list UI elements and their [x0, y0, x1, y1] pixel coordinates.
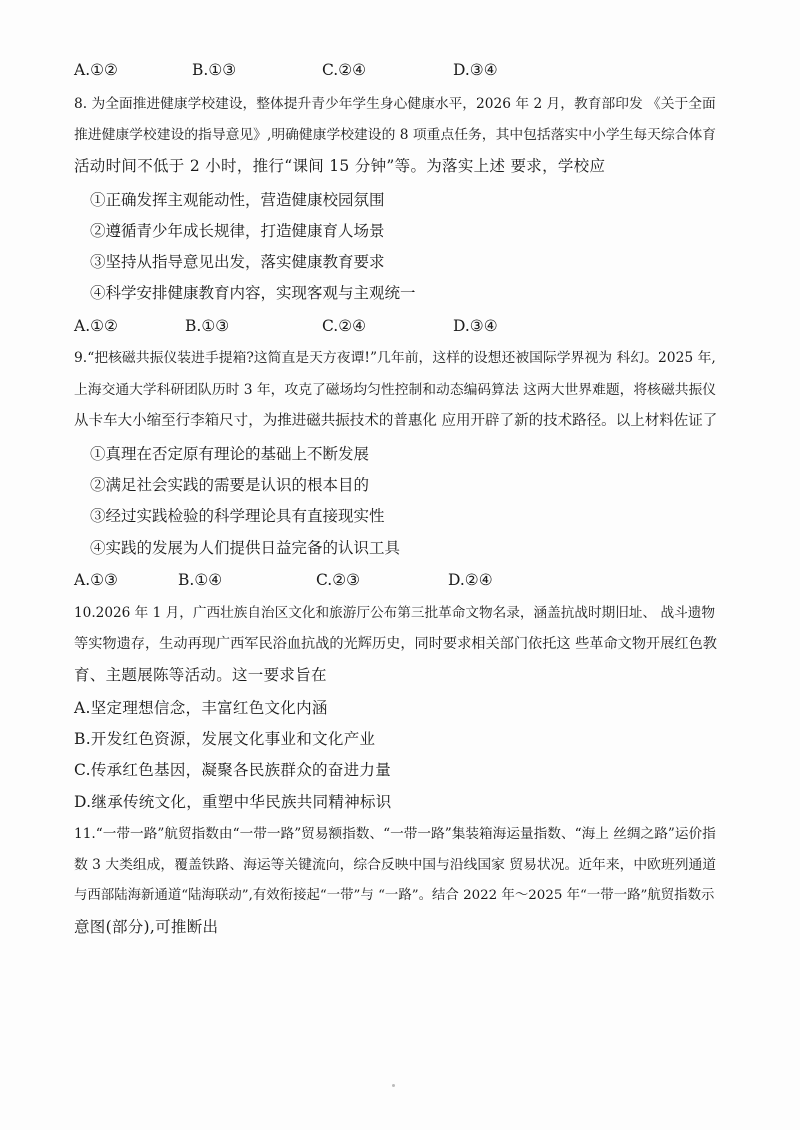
q9-stem-line: 上海交通大学科研团队历时 3 年，攻克了磁场均匀性控制和动态编码算法 这两大世界难题，将核磁共振仪 [74, 382, 717, 398]
q11-stem-line: 与西部陆海新通道“陆海联动”,有效衔接起“一带”与 “一路”。结合 2022 年～2025 年“一带一路”航贸指数示 [74, 888, 715, 903]
q7-option-c: C.②④ [322, 61, 367, 79]
q8-option-b: B.①③ [185, 317, 230, 335]
q8-stem-line: 活动时间不低于 2 小时，推行“课间 15 分钟”等。为落实上述 要求，学校应 [74, 157, 606, 175]
q11-stem-line: 11.“一带一路”航贸指数由“一带一路”贸易额指数、“一带一路”集装箱海运量指数、“海上 丝绸之路”运价指 [74, 826, 716, 842]
q10-option-d: D.继承传统文化，重塑中华民族共同精神标识 [74, 793, 392, 811]
q9-option-a: A.①③ [74, 571, 118, 589]
q10-option-c: C.传承红色基因，凝聚各民族群众的奋进力量 [74, 761, 392, 779]
q7-option-a: A.①② [74, 61, 118, 79]
q9-option-d: D.②④ [448, 571, 493, 589]
q9-option-b: B.①④ [178, 571, 223, 589]
q7-option-b: B.①③ [192, 61, 237, 79]
q8-option-d: D.③④ [453, 317, 498, 335]
scan-speck [392, 1084, 395, 1087]
q8-stem-line: 推进健康学校建设的指导意见》,明确健康学校建设的 8 项重点任务，其中包括落实中小学生每天综合体育 [74, 127, 717, 143]
q10-stem-line: 10.2026 年 1 月，广西壮族自治区文化和旅游厅公布第三批革命文物名录，涵盖抗战时期旧址、 战斗遗物 [74, 605, 715, 621]
q9-item-2: ②满足社会实践的需要是认识的根本目的 [90, 476, 370, 494]
q8-item-1: ①正确发挥主观能动性，营造健康校园氛围 [90, 191, 385, 209]
q9-stem-line: 从卡车大小缩至行李箱尺寸，为推进磁共振技术的普惠化 应用开辟了新的技术路径。以上材料佐证了 [74, 413, 718, 429]
q9-stem-line: 9.“把核磁共振仪装进手提箱?这简直是天方夜谭!”几年前，这样的设想还被国际学界视为 科幻。2025 年, [74, 350, 716, 366]
q10-option-a: A.坚定理想信念，丰富红色文化内涵 [74, 699, 328, 717]
q10-option-b: B.开发红色资源，发展文化事业和文化产业 [74, 730, 376, 748]
q9-item-3: ③经过实践检验的科学理论具有直接现实性 [90, 507, 385, 525]
q7-option-d: D.③④ [453, 61, 498, 79]
q8-item-2: ②遵循青少年成长规律，打造健康育人场景 [90, 222, 385, 240]
q8-item-3: ③坚持从指导意见出发，落实健康教育要求 [90, 253, 385, 271]
q8-item-4: ④科学安排健康教育内容，实现客观与主观统一 [90, 284, 416, 302]
q10-stem-line: 等实物遗存，生动再现广西军民浴血抗战的光辉历史，同时要求相关部门依托这 些革命文物开展红色教 [74, 636, 717, 652]
q11-stem-line: 意图(部分),可推断出 [74, 918, 219, 936]
q9-item-4: ④实践的发展为人们提供日益完备的认识工具 [90, 539, 401, 557]
q10-stem-line: 育、主题展陈等活动。这一要求旨在 [74, 666, 327, 684]
q11-stem-line: 数 3 大类组成，覆盖铁路、海运等关键流向，综合反映中国与沿线国家 贸易状况。近年来，中欧班列通道 [74, 857, 717, 873]
q8-option-a: A.①② [74, 317, 118, 335]
q9-option-c: C.②③ [316, 571, 361, 589]
q9-item-1: ①真理在否定原有理论的基础上不断发展 [90, 445, 370, 463]
q8-option-c: C.②④ [322, 317, 367, 335]
q8-stem-line: 8. 为全面推进健康学校建设，整体提升青少年学生身心健康水平，2026 年 2 月，教育部印发 《关于全面 [74, 96, 716, 112]
